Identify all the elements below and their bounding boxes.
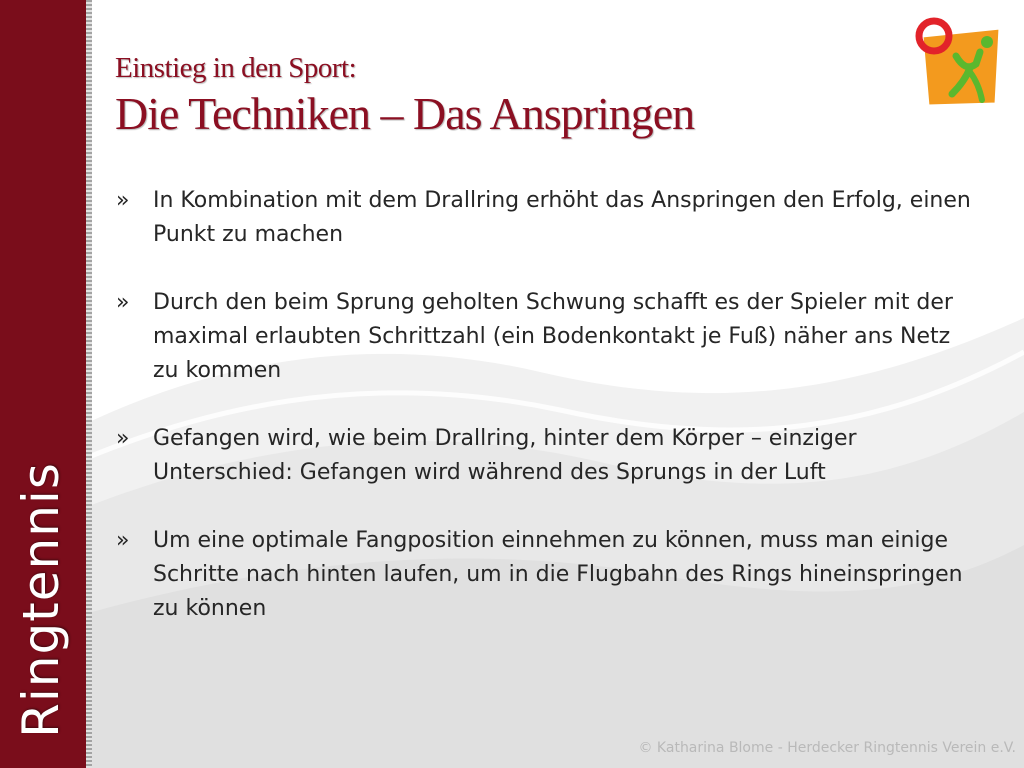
title-line-2: Die Techniken – Das Anspringen bbox=[115, 88, 695, 139]
bullet-list bbox=[116, 184, 976, 660]
slide-title bbox=[115, 48, 694, 140]
bullet-text: Gefangen wird, wie beim Drallring, hinter dem Körper – einziger Unterschied: Gefangen wird während des Sprungs in der Luft bbox=[153, 426, 857, 485]
sidebar-vertical-title: Ringtennis bbox=[12, 462, 70, 738]
sidebar-edge bbox=[86, 0, 92, 768]
bullet-text: In Kombination mit dem Drallring erhöht das Anspringen den Erfolg, einen Punkt zu machen bbox=[153, 188, 971, 247]
bullet-text: Durch den beim Sprung geholten Schwung schafft es der Spieler mit der maximal erlaubten Schrittzahl (ein Bodenkontakt je Fuß) näher ans Netz zu kommen bbox=[153, 290, 953, 383]
bullet-marker: » bbox=[116, 426, 130, 451]
bullet-marker: » bbox=[116, 528, 130, 553]
bullet-item bbox=[116, 286, 976, 388]
bullet-item bbox=[116, 184, 976, 252]
bullet-text: Um eine optimale Fangposition einnehmen zu können, muss man einige Schritte nach hinten laufen, um in die Flugbahn des Rings hineinspringen zu können bbox=[153, 528, 963, 621]
sidebar bbox=[0, 0, 90, 768]
ringtennis-player-logo-icon bbox=[910, 12, 1002, 110]
bullet-item bbox=[116, 524, 976, 626]
bullet-marker: » bbox=[116, 290, 130, 315]
footer-copyright: © Katharina Blome - Herdecker Ringtennis Verein e.V. bbox=[638, 740, 1016, 756]
title-line-1: Einstieg in den Sport: bbox=[115, 52, 357, 84]
bullet-item bbox=[116, 422, 976, 490]
bullet-marker: » bbox=[116, 188, 130, 213]
